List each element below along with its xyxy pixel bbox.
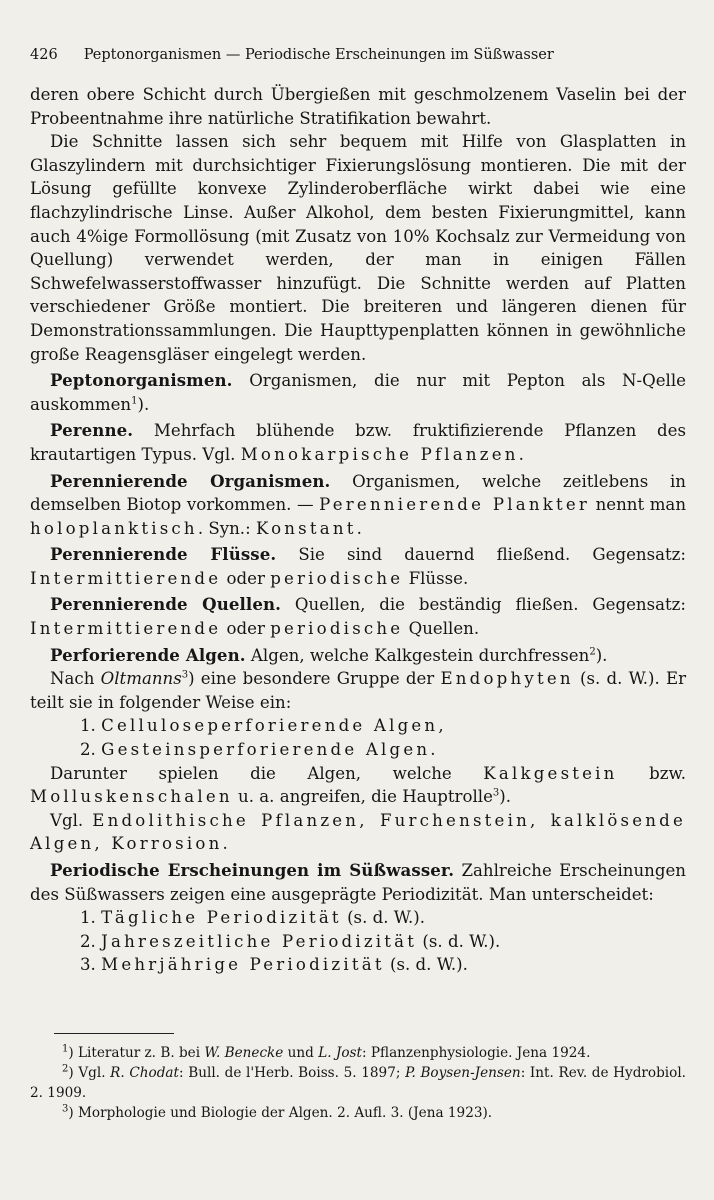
running-title: Peptonorganismen — Periodische Erscheinungen im Süßwasser bbox=[83, 47, 554, 63]
cross-reference: holoplanktisch bbox=[30, 518, 198, 538]
entry-periodische-erscheinungen: Periodische Erscheinungen im Süßwasser. Zahlreiche Erscheinungen des Süßwassers zeigen eine ausgeprägte Periodizität. Man unterscheidet: bbox=[30, 860, 686, 904]
entry-term: Periodische Erscheinungen im Süßwasser. bbox=[50, 860, 455, 880]
list-item: 1. Celluloseperforierende Algen, bbox=[80, 716, 447, 736]
footnote-2: $^2$) Vgl. R. Chodat: Bull. de l'Herb. Boiss. 5. 1897; P. Boysen-Jensen: Int. Rev. de Hydrobiol. 2. 1909. bbox=[30, 1063, 687, 1101]
footnote-ref: 1 bbox=[131, 395, 138, 407]
cross-reference: Endolithische Pflanzen, Furchenstein, kalklösende Algen, Korrosion bbox=[30, 810, 686, 854]
paragraph-oltmanns: Nach Oltmanns$^3$) eine besondere Gruppe der Endophyten (s. d. W.). Er teilt sie in folgender Weise ein: bbox=[30, 669, 687, 712]
cross-reference: Perennierende Plankter bbox=[319, 495, 591, 515]
cross-reference: Endophyten bbox=[440, 669, 574, 689]
cross-reference: Kalkgestein bbox=[483, 763, 618, 783]
entry-term: Perenne. bbox=[50, 420, 134, 441]
entry-term: Perennierende Flüsse. bbox=[50, 544, 277, 565]
paragraph-schnitte: Die Schnitte lassen sich sehr bequem mit Hilfe von Glasplatten in Glaszylindern mit durchsichtiger Fixierungslösung montieren. Die mit der Lösung gefüllte konvexe Zylinderoberfläche wirkt dabei wie eine flachzylindrische Linse. Außer Alkohol, dem besten Fixierungmittel, kann auch 4%ige Formollösung (mit Zusatz von 10% Kochsalz zur Vermeidung von Quellung) verwendet werden, der man in einigen Fällen Schwefelwasserstoffwasser hinzufügt. Die Schnitte werden auf Platten verschiedener Größe montiert. Die breiteren und längeren dienen für Demonstrationssammlungen. Die Haupttypenplatten können in gewöhnliche große Reagensgläser eingelegt werden. bbox=[30, 132, 686, 364]
entry-perforierende-algen: Perforierende Algen. Algen, welche Kalkgestein durchfressen$^2$). bbox=[50, 644, 608, 665]
cross-reference: Konstant bbox=[255, 518, 357, 538]
entry-peptonorganismen: Peptonorganismen. Organismen, die nur mit Pepton als N-Qelle auskommen$^1$). bbox=[30, 370, 686, 414]
list-item: 3. Mehrjährige Periodizität (s. d. W.). bbox=[80, 955, 468, 975]
cross-reference: periodische bbox=[270, 568, 404, 588]
entry-term: Perforierende Algen. bbox=[50, 644, 246, 665]
cross-reference: periodische bbox=[270, 619, 404, 639]
list-item: 2. Jahreszeitliche Periodizität (s. d. W.). bbox=[80, 931, 501, 951]
cross-reference: Molluskenschalen bbox=[30, 787, 233, 807]
footnote-ref: 3 bbox=[492, 787, 500, 799]
cross-reference: Monokarpische Pflanzen bbox=[240, 444, 519, 464]
entry-perennierende-organismen: Perennierende Organismen. Organismen, welche zeitlebens in demselben Biotop vorkommen. — Perennierende Plankter nennt man holoplanktisch. Syn.: Konstant. bbox=[30, 470, 687, 538]
entry-term: Perennierende Organismen. bbox=[50, 470, 331, 491]
entry-perennierende-fluesse: Perennierende Flüsse. Sie sind dauernd fließend. Gegensatz: Intermittierende oder periodische Flüsse. bbox=[30, 544, 686, 588]
paragraph-vgl: Vgl. Endolithische Pflanzen, Furchenstein, kalklösende Algen, Korrosion. bbox=[30, 810, 686, 854]
entry-term: Perennierende Quellen. bbox=[50, 594, 282, 615]
paragraph-darunter: Darunter spielen die Algen, welche Kalkgestein bzw. Molluskenschalen u. a. angreifen, die Hauptrolle$^3$). bbox=[30, 763, 686, 807]
paragraph-continuation: deren obere Schicht durch Übergießen mit geschmolzenem Vaselin bei der Probeentnahme ihre natürliche Stratifikation bewahrt. bbox=[30, 85, 686, 128]
author-name: Oltmanns bbox=[100, 669, 182, 689]
entry-term: Peptonorganismen. bbox=[50, 370, 233, 391]
body-text bbox=[30, 83, 686, 977]
list-item: 2. Gesteinsperforierende Algen. bbox=[80, 740, 439, 760]
page-number: 426 bbox=[30, 47, 58, 63]
footnote-divider bbox=[54, 1033, 174, 1034]
footnotes bbox=[30, 1043, 686, 1123]
entry-perennierende-quellen: Perennierende Quellen. Quellen, die beständig fließen. Gegensatz: Intermittierende oder periodische Quellen. bbox=[30, 594, 686, 639]
cross-reference: Intermittierende bbox=[30, 568, 222, 588]
cross-reference: Intermittierende bbox=[30, 619, 222, 639]
entry-perenne: Perenne. Mehrfach blühende bzw. fruktifizierende Pflanzen des krautartigen Typus. Vgl. Monokarpische Pflanzen. bbox=[30, 420, 686, 464]
footnote-ref: 3 bbox=[181, 669, 189, 681]
list-item: 1. Tägliche Periodizität (s. d. W.). bbox=[80, 908, 425, 928]
running-header bbox=[30, 47, 690, 63]
footnote-ref: 2 bbox=[589, 646, 596, 658]
footnote-1: $^1$) Literatur z. B. bei W. Benecke und L. Jost: Pflanzenphysiologie. Jena 1924. bbox=[62, 1043, 591, 1061]
footnote-3: $^3$) Morphologie und Biologie der Algen. 2. Aufl. 3. (Jena 1923). bbox=[62, 1103, 493, 1121]
